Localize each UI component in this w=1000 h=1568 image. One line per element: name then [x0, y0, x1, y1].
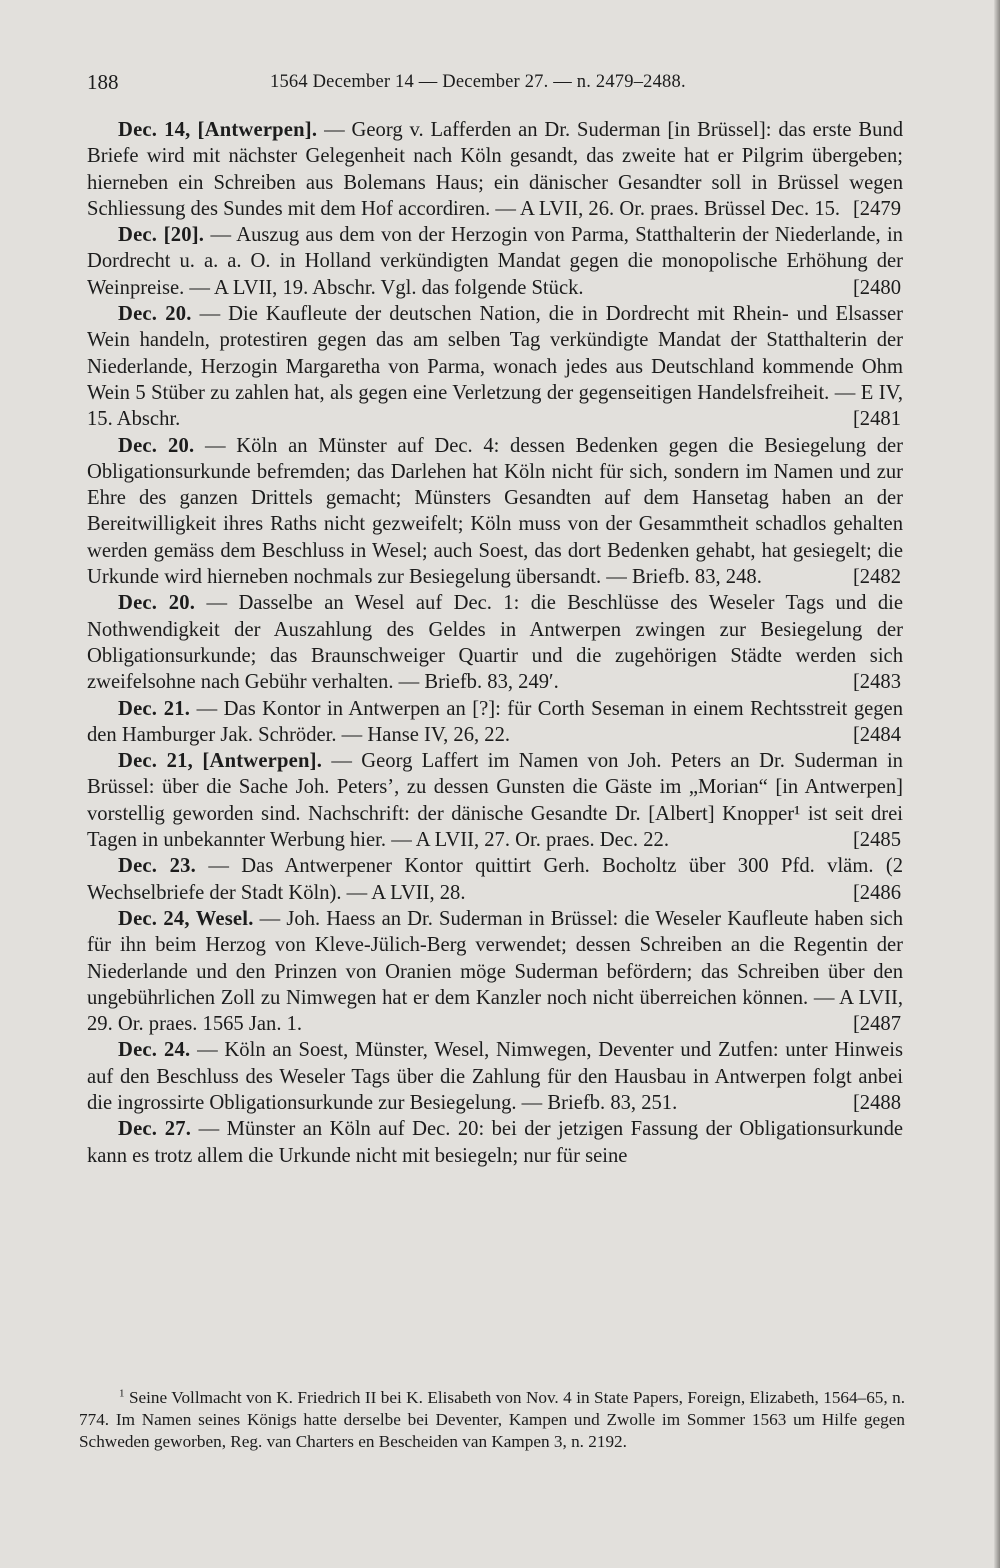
entry-text: — Das Antwerpener Kontor quittirt Gerh. Bocholtz über 300 Pfd. vläm. (2 Wechselbriefe der Stadt Köln). — A LVII, 28.: [87, 855, 903, 904]
entry-text: — Köln an Münster auf Dec. 4: dessen Bedenken gegen die Besiegelung der Obligationsurkunde befremden; das Darlehen hat Köln nicht für sich, sondern im Namen und zur Ehre des ganzen Drittels gemacht; Münsters Gesandten auf dem Hansetag haben an der Bereitwilligkeit ihres Raths nicht gezweifelt; Köln muss von der Gesammtheit schadlos gehalten werden gemäss dem Beschluss in Wesel; auch Soest, das dort Bedenken gehabt, hat gesiegelt; die Urkunde wird hierneben nochmals zur Besiegelung übersandt. — Briefb. 83, 248.: [87, 434, 903, 589]
entry-date: Dec. [20].: [118, 224, 205, 247]
footnotes: [79, 1387, 905, 1452]
entry-number: [2482: [852, 566, 901, 589]
entry-text: — Joh. Haess an Dr. Suderman in Brüssel: die Weseler Kaufleute haben sich für ihn beim Herzog von Kleve-Jülich-Berg verwendet; dessen Schreiben an die Regentin der Niederlande und den Prinzen von Oranien möge Suderman befördern; das Schreiben über den ungebührlichen Zoll zu Nimwegen hat er dem Kanzler noch nicht überreichen können. — A LVII, 29. Or. praes. 1565 Jan. 1.: [87, 907, 903, 1036]
regest-entry: [87, 433, 903, 591]
footnote-mark: 1: [119, 1387, 125, 1400]
entry-number: [2488: [852, 1091, 901, 1114]
entry-text: — Georg v. Lafferden an Dr. Suderman [in Brüssel]: das erste Bund Briefe wird mit nächster Gelegenheit nach Köln gesandt, das zweite hat er Pilgrim übergeben; hierneben ein Schreiben aus Bolemans Haus; ein dänischer Gesandter soll in Brüssel wegen Schliessung des Sundes mit dem Hof accordiren. — A LVII, 26. Or. praes. Brüssel Dec. 15.: [87, 119, 903, 220]
entry-text: — Dasselbe an Wesel auf Dec. 1: die Beschlüsse des Weseler Tags und die Nothwendigkeit der Auszahlung des Geldes in Antwerpen zwingen zur Besiegelung der Obligationsurkunde; das Braunschweiger Quartir und die zugehörigen Städte werden sich zweifelsohne nach Gebühr verhalten. — Briefb. 83, 249′.: [87, 592, 903, 694]
footnote-text: Seine Vollmacht von K. Friedrich II bei K. Elisabeth von Nov. 4 in State Papers, Foreign, Elizabeth, 1564–65, n. 774. Im Namen seines Königs hatte derselbe bei Deventer, Kampen und Zwolle im Sommer 1563 um Hilfe gegen Schweden geworben, Reg. van Charters en Bescheiden van Kampen 3, n. 2192.: [79, 1388, 906, 1451]
regest-entry: [87, 748, 903, 853]
entry-text: — Georg Laffert im Namen von Joh. Peters an Dr. Suderman in Brüssel: über die Sache Joh. Peters’, zu dessen Gunsten die Gäste im „Morian“ [in Antwerpen] vorstellig geworden sind. Nachschrift: der dänische Gesandte Dr. [Albert] Knopper¹ ist seit drei Tagen in unbekannter Werbung hier. — A LVII, 27. Or. praes. Dec. 22.: [87, 750, 903, 852]
entry-number: [2484: [852, 723, 901, 746]
entry-text: — Münster an Köln auf Dec. 20: bei der jetzigen Fassung der Obligationsurkunde kann es trotz allem die Urkunde nicht mit besiegeln; nur für seine: [87, 1118, 904, 1167]
entry-date: Dec. 21.: [118, 697, 191, 720]
regest-entry: [87, 853, 903, 906]
regest-entry: [87, 906, 903, 1037]
entry-text: — Das Kontor in Antwerpen an [?]: für Corth Seseman in einem Rechtsstreit gegen den Hamburger Jak. Schröder. — Hanse IV, 26, 22.: [87, 697, 903, 746]
entry-number: [2487: [852, 1013, 901, 1036]
entry-date: Dec. 20.: [118, 592, 196, 615]
page-edge-shadow: [994, 0, 1000, 1568]
footnote: [79, 1387, 905, 1452]
entry-number: [2480: [852, 276, 901, 299]
entry-text: — Köln an Soest, Münster, Wesel, Nimwegen, Deventer und Zutfen: unter Hinweis auf den Beschluss des Weseler Tags über die Zahlung für den Hausbau in Antwerpen folgt anbei die ingrossirte Obligationsurkunde zur Besiegelung. — Briefb. 83, 251.: [87, 1039, 904, 1114]
entry-date: Dec. 21, [Antwerpen].: [118, 750, 323, 773]
entry-number: [2479: [852, 197, 901, 220]
regest-entry: [87, 117, 903, 222]
running-head: 1564 December 14 — December 27. — n. 2479–2488.: [270, 72, 686, 92]
entry-number: [2481: [852, 408, 901, 431]
regest-entry: [87, 1037, 903, 1116]
regest-entry: [87, 696, 903, 749]
entry-date: Dec. 24, Wesel.: [118, 907, 254, 930]
regest-entry: [87, 222, 903, 301]
entry-text: — Die Kaufleute der deutschen Nation, die in Dordrecht mit Rhein- und Elsasser Wein handeln, protestiren gegen das am selben Tag verkündigte Mandat der Statthalterin der Niederlande, Herzogin Margaretha von Parma, wonach jedes aus Deutschland kommende Ohm Wein 5 Stüber zu zahlen hat, als gegen eine Verletzung der gegenseitigen Handelsfreiheit. — E IV, 15. Abschr.: [87, 303, 903, 431]
entry-text: — Auszug aus dem von der Herzogin von Parma, Statthalterin der Niederlande, in Dordrecht u. a. a. O. in Holland verkündigten Mandat gegen die monopolische Erhöhung der Weinpreise. — A LVII, 19. Abschr. Vgl. das folgende Stück.: [87, 224, 903, 299]
regest-entry: [87, 1116, 903, 1169]
entry-date: Dec. 20.: [118, 434, 195, 457]
regest-entry: [87, 301, 903, 432]
entry-date: Dec. 23.: [118, 855, 196, 878]
entry-date: Dec. 24.: [118, 1039, 191, 1062]
page-number: 188: [87, 70, 119, 94]
entry-number: [2486: [852, 881, 901, 904]
entry-date: Dec. 27.: [118, 1118, 192, 1141]
regest-entry: [87, 590, 903, 695]
entry-number: [2485: [852, 829, 901, 852]
entry-date: Dec. 20.: [118, 303, 192, 326]
entry-number: [2483: [852, 671, 901, 694]
main-text: [87, 117, 903, 1169]
entry-date: Dec. 14, [Antwerpen].: [118, 119, 318, 141]
